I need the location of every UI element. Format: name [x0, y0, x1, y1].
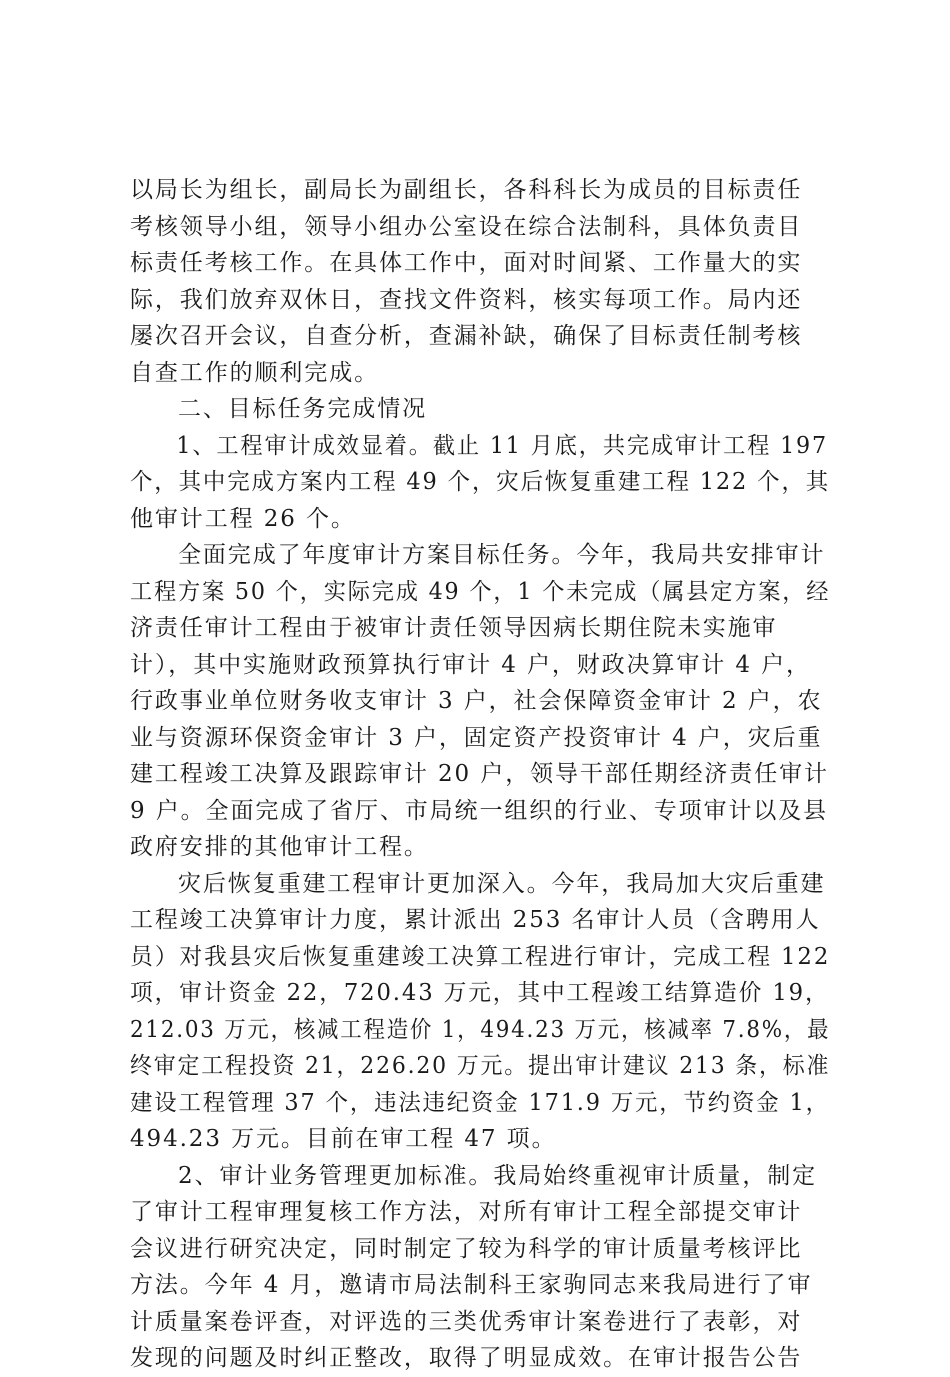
text-line: 考核领导小组，领导小组办公室设在综合法制科，具体负责目: [130, 213, 803, 240]
text-line: 际，我们放弃双休日，查找文件资料，核实每项工作。局内还: [130, 286, 803, 313]
text-line: 屡次召开会议，自查分析，查漏补缺，确保了目标责任制考核: [130, 323, 803, 349]
text-line: 方法。今年 4 月，邀请市局法制科王家驹同志来我局进行了审: [130, 1272, 813, 1298]
text-line: 计），其中实施财政预算执行审计 4 户，财政决算审计 4 户，: [130, 651, 811, 678]
text-line: 了审计工程审理复核工作方法，对所有审计工程全部提交审计: [130, 1199, 803, 1225]
text-line: 终审定工程投资 21，226.20 万元。提出审计建议 213 条，标准: [130, 1053, 831, 1079]
text-line: 会议进行研究决定，同时制定了较为科学的审计质量考核评比: [130, 1235, 803, 1262]
text-line: 计质量案卷评查，对评选的三类优秀审计案卷进行了表彰，对: [130, 1308, 803, 1335]
text-line: 9 户。全面完成了省厅、市局统一组织的行业、专项审计以及县: [130, 797, 829, 824]
text-line: 494.23 万元。目前在审工程 47 项。: [130, 1126, 557, 1152]
text-line: 业与资源环保资金审计 3 户，固定资产投资审计 4 户，灾后重: [130, 724, 823, 751]
text-line: 全面完成了年度审计方案目标任务。今年，我局共安排审计: [178, 542, 826, 568]
text-line: 2、审计业务管理更加标准。我局始终重视审计质量，制定: [178, 1162, 818, 1189]
text-line: 标责任考核工作。在具体工作中，面对时间紧、工作量大的实: [130, 250, 803, 276]
text-line: 行政事业单位财务收支审计 3 户，社会保障资金审计 2 户，农: [130, 688, 823, 714]
text-line: 建设工程管理 37 个，违法违纪资金 171.9 万元，节约资金 1，: [130, 1089, 830, 1116]
document-body: [130, 172, 830, 1377]
text-line: 发现的问题及时纠正整改，取得了明显成效。在审计报告公告: [130, 1345, 803, 1371]
text-line: 二、目标任务完成情况: [178, 396, 427, 422]
text-line: 项，审计资金 22，720.43 万元，其中工程竣工结算造价 19，: [130, 980, 830, 1006]
text-line: 员）对我县灾后恢复重建竣工决算工程进行审计，完成工程 122: [130, 943, 831, 970]
text-line: 灾后恢复重建工程审计更加深入。今年，我局加大灾后重建: [178, 870, 826, 897]
text-line: 自查工作的顺利完成。: [130, 359, 379, 386]
text-line: 212.03 万元，核减工程造价 1，494.23 万元，核减率 7.8%，最: [130, 1016, 831, 1043]
text-line: 以局长为组长，副局长为副组长，各科科长为成员的目标责任: [130, 177, 803, 203]
text-line: 工程方案 50 个，实际完成 49 个，1 个未完成（属县定方案，经: [130, 578, 831, 605]
text-line: 他审计工程 26 个。: [130, 505, 356, 532]
text-line: 1、工程审计成效显着。截止 11 月底，共完成审计工程 197: [176, 432, 828, 459]
text-line: 工程竣工决算审计力度，累计派出 253 名审计人员（含聘用人: [130, 907, 821, 933]
text-line: 建工程竣工决算及跟踪审计 20 户，领导干部任期经济责任审计: [130, 761, 829, 787]
text-line: 政府安排的其他审计工程。: [130, 834, 429, 860]
text-line: 济责任审计工程由于被审计责任领导因病长期住院未实施审: [130, 615, 778, 641]
text-line: 个，其中完成方案内工程 49 个，灾后恢复重建工程 122 个，其: [130, 469, 831, 495]
